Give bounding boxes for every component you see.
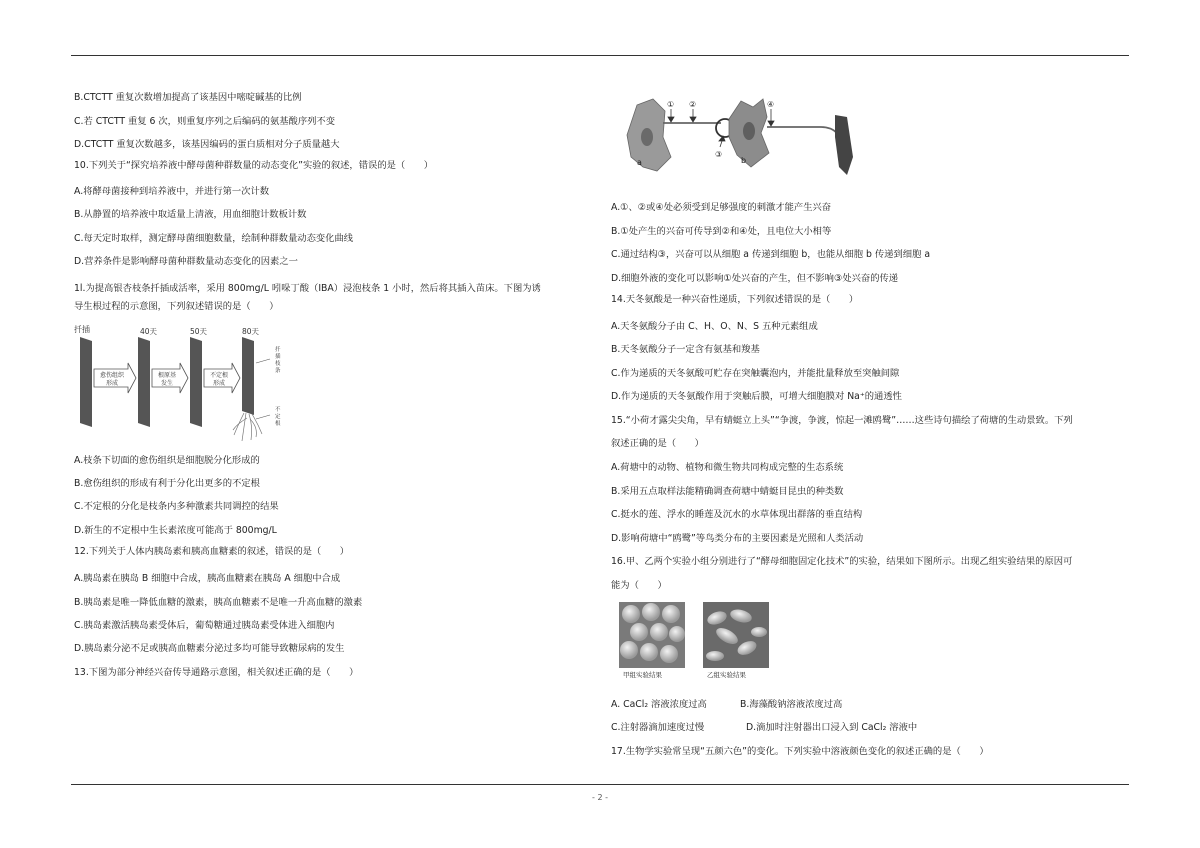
q11-option-d: D.新生的不定根中生长素浓度可能高于 800mg/L: [74, 525, 277, 536]
q11-stem-line2: 导生根过程的示意图，下列叙述错误的是（ ）: [74, 301, 279, 312]
svg-text:定: 定: [275, 414, 281, 420]
svg-text:条: 条: [275, 368, 281, 374]
q14-stem: 14.天冬氨酸是一种兴奋性递质，下列叙述错误的是（ ）: [611, 294, 859, 305]
q12-option-c: C.胰岛素激活胰岛素受体后，葡萄糖通过胰岛素受体进入细胞内: [74, 620, 335, 631]
q10-stem: 10.下列关于“探究培养液中酵母菌种群数量的动态变化”实验的叙述，错误的是（ ）: [74, 160, 434, 171]
q12-option-a: A.胰岛素在胰岛 B 细胞中合成，胰高血糖素在胰岛 A 细胞中合成: [74, 573, 341, 584]
q16-option-b: B.海藻酸钠溶液浓度过高: [740, 699, 843, 710]
q14-option-d: D.作为递质的天冬氨酸作用于突触后膜，可增大细胞膜对 Na⁺的通透性: [611, 391, 902, 402]
q13-axon-b: [767, 127, 837, 133]
q11-label-day80: 80天: [242, 327, 260, 336]
top-rule: [71, 55, 1129, 56]
q11-side-label-1a: 扦: [275, 347, 281, 353]
q16-stem-line1: 16.甲、乙两个实验小组分别进行了“酵母细胞固定化技术”的实验，结果如下图所示。出现乙组实验结果的原因可: [611, 556, 1073, 567]
q10-option-d: D.营养条件是影响酵母菌种群数量动态变化的因素之一: [74, 256, 298, 267]
bottom-rule: [71, 784, 1129, 785]
q16-option-a: A. CaCl₂ 溶液浓度过高: [611, 699, 707, 710]
q15-stem-line2: 叙述正确的是（ ）: [611, 438, 704, 449]
q13-muscle: [835, 115, 853, 175]
q16-caption-b: 乙组实验结果: [707, 671, 746, 679]
q13-stem: 13.下图为部分神经兴奋传导通路示意图，相关叙述正确的是（ ）: [74, 667, 359, 678]
svg-text:枝: 枝: [275, 361, 281, 367]
q11-step1-line2: 形成: [105, 380, 119, 387]
q16-caption-a: 甲组实验结果: [623, 671, 662, 679]
q15-option-c: C.挺水的莲、浮水的睡莲及沉水的水草体现出群落的垂直结构: [611, 509, 863, 520]
q12-option-d: D.胰岛素分泌不足或胰高血糖素分泌过多均可能导致糖尿病的发生: [74, 643, 345, 654]
q14-option-c: C.作为递质的天冬氨酸可贮存在突触囊泡内，并能批量释放至突触间隙: [611, 368, 900, 379]
q16-option-c: C.注射器滴加速度过慢: [611, 722, 705, 733]
q9-option-b: B.CTCTT 重复次数增加提高了该基因中嘧啶碱基的比例: [74, 92, 302, 103]
q13-label-a: a: [637, 158, 642, 167]
svg-text:插: 插: [275, 354, 281, 360]
q11-step3-line1: 不定根: [209, 372, 229, 379]
q14-option-a: A.天冬氨酸分子由 C、H、O、N、S 五种元素组成: [611, 321, 818, 332]
q12-stem: 12.下列关于人体内胰岛素和胰高血糖素的叙述，错误的是（ ）: [74, 546, 350, 557]
q11-option-b: B.愈伤组织的形成有利于分化出更多的不定根: [74, 478, 260, 489]
q11-stem-line1: 1l.为提高银杏枝条扦插成活率，采用 800mg/L 吲哚丁酸（IBA）浸泡枝条 1 小时，然后将其插入苗床。下图为诱: [74, 283, 541, 294]
q9-option-d: D.CTCTT 重复次数越多，该基因编码的蛋白质相对分子质量越大: [74, 139, 340, 150]
q12-option-b: B.胰岛素是唯一降低血糖的激素，胰高血糖素不是唯一升高血糖的激素: [74, 597, 363, 608]
q11-step2-line2: 发生: [160, 380, 174, 387]
svg-text:根: 根: [275, 421, 281, 427]
q10-option-a: A.将酵母菌接种到培养液中，并进行第一次计数: [74, 186, 270, 197]
q13-mark-4: ④: [767, 100, 775, 109]
q11-stem-2: [138, 337, 150, 427]
q11-stem-4: [242, 337, 254, 415]
q11-stem-3: [190, 337, 202, 427]
q11-label-day50: 50天: [190, 327, 208, 336]
q13-label-b: b: [741, 156, 747, 165]
q13-option-a: A.①、②或④处必须受到足够强度的刺激才能产生兴奋: [611, 202, 832, 213]
q10-option-b: B.从静置的培养液中取适量上清液，用血细胞计数板计数: [74, 209, 307, 220]
q11-side-label-2a: 不: [275, 407, 281, 413]
q11-step2-line1: 根原基: [157, 372, 177, 379]
q11-rooting-diagram: [74, 323, 294, 448]
q15-stem-line1: 15.“小荷才露尖尖角，早有蜻蜓立上头”“争渡，争渡，惊起一滩鸥鹭”……这些诗句描绘了荷塘的生动景致。下列: [611, 415, 1073, 426]
q16-stem-line2: 能为（ ）: [611, 580, 667, 591]
q11-label-day40: 40天: [140, 327, 158, 336]
q13-neuron-diagram: [617, 97, 867, 185]
q11-stem-1: [80, 337, 92, 427]
q14-option-b: B.天冬氨酸分子一定含有氨基和羧基: [611, 344, 760, 355]
q15-option-d: D.影响荷塘中“鸥鹭”等鸟类分布的主要因素是光照和人类活动: [611, 533, 864, 544]
q13-option-b: B.①处产生的兴奋可传导到②和④处，且电位大小相等: [611, 226, 832, 237]
q11-adventitious-roots: [233, 413, 262, 441]
q13-mark-1: ①: [667, 100, 675, 109]
q11-label-day0: 扦插: [74, 325, 90, 334]
q15-option-b: B.采用五点取样法能精确调查荷塘中蜻蜓目昆虫的种类数: [611, 486, 844, 497]
q11-option-c: C.不定根的分化是枝条内多种激素共同调控的结果: [74, 501, 279, 512]
q10-option-c: C.每天定时取样，测定酵母菌细胞数量，绘制种群数量动态变化曲线: [74, 233, 354, 244]
q9-option-c: C.若 CTCTT 重复 6 次，则重复序列之后编码的氨基酸序列不变: [74, 116, 336, 127]
q13-mark-3: ③: [715, 150, 723, 159]
q11-step1-line1: 愈伤组织: [99, 372, 125, 379]
q16-option-d: D.滴加时注射器出口浸入到 CaCl₂ 溶液中: [746, 722, 918, 733]
q13-option-c: C.通过结构③，兴奋可以从细胞 a 传递到细胞 b，也能从细胞 b 传递到细胞 a: [611, 249, 931, 260]
page-number: - 2 -: [592, 793, 608, 802]
q13-mark-2: ②: [689, 100, 697, 109]
q15-option-a: A.荷塘中的动物、植物和微生物共同构成完整的生态系统: [611, 462, 844, 473]
q11-step3-line2: 形成: [212, 380, 226, 387]
q13-option-d: D.细胞外液的变化可以影响①处兴奋的产生，但不影响③处兴奋的传递: [611, 273, 899, 284]
q17-stem: 17.生物学实验常呈现“五颜六色”的变化。下列实验中溶液颜色变化的叙述正确的是（ ）: [611, 746, 989, 757]
q11-option-a: A.枝条下切面的愈伤组织是细胞脱分化形成的: [74, 455, 260, 466]
